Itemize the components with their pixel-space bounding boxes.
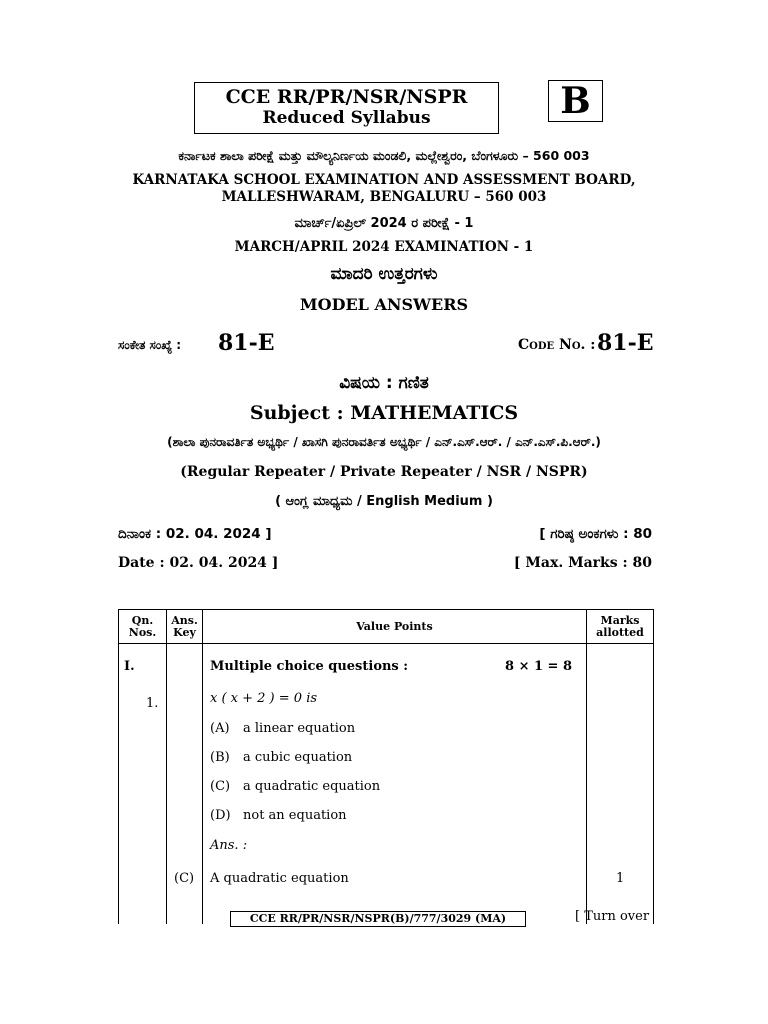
option-c-letter: (C) xyxy=(210,779,231,794)
turn-over: [ Turn over xyxy=(575,909,650,924)
header-qn-nos: Qn. Nos. xyxy=(119,610,167,644)
board-name-english-line2: MALLESHWARAM, BENGALURU – 560 003 xyxy=(221,189,547,205)
answer-label: Ans. : xyxy=(210,838,248,853)
section-marks-scheme: 8 × 1 = 8 xyxy=(505,659,573,674)
answer-key: (C) xyxy=(174,871,195,886)
date-english: Date : 02. 04. 2024 ] xyxy=(118,555,279,571)
question-stem: x ( x + 2 ) = 0 is xyxy=(210,691,318,706)
max-marks-kannada: [ ಗರಿಷ್ಠ ಅಂಕಗಳು : 80 xyxy=(539,526,652,542)
candidate-types-english: (Regular Repeater / Private Repeater / NSR / NSPR) xyxy=(180,464,588,480)
date-kannada: ದಿನಾಂಕ : 02. 04. 2024 ] xyxy=(118,526,272,542)
answers-table xyxy=(118,609,654,924)
code-value-right: 81-E xyxy=(597,330,654,356)
medium-line: ( ಆಂಗ್ಲ ಮಾಧ್ಯಮ / English Medium ) xyxy=(275,494,493,509)
model-answers-kannada: ಮಾದರಿ ಉತ್ತರಗಳು xyxy=(330,264,438,284)
value-points-column xyxy=(203,644,587,925)
option-b-letter: (B) xyxy=(210,750,230,765)
title-box xyxy=(194,82,499,134)
model-answers-english: MODEL ANSWERS xyxy=(299,295,469,314)
footer-code: CCE RR/PR/NSR/NSPR(B)/777/3029 (MA) xyxy=(230,911,526,927)
code-label-kannada: ಸಂಕೇತ ಸಂಖ್ಯೆ : xyxy=(118,338,182,352)
question-number: 1. xyxy=(146,696,159,711)
qn-column xyxy=(119,644,167,925)
section-title: Multiple choice questions : xyxy=(210,659,409,674)
section-number: I. xyxy=(124,659,135,674)
table-row xyxy=(119,644,654,925)
key-column xyxy=(167,644,203,925)
exam-title-kannada: ಮಾರ್ಚ್/ಏಪ್ರಿಲ್ 2024 ರ ಪರೀಕ್ಷೆ - 1 xyxy=(294,216,474,231)
board-name-english-line1: KARNATAKA SCHOOL EXAMINATION AND ASSESSMENT BOARD, xyxy=(132,172,636,188)
answer-text: A quadratic equation xyxy=(210,871,349,886)
option-a-text: a linear equation xyxy=(243,721,356,736)
table-header-row xyxy=(119,610,654,644)
header-ans-key: Ans. Key xyxy=(167,610,203,644)
option-a-letter: (A) xyxy=(210,721,230,736)
title-line2: Reduced Syllabus xyxy=(262,108,431,128)
option-d-letter: (D) xyxy=(210,808,231,823)
subject-kannada: ವಿಷಯ : ಗಣಿತ xyxy=(339,373,429,393)
version-letter-box: B xyxy=(548,80,603,122)
max-marks-english: [ Max. Marks : 80 xyxy=(513,555,652,571)
candidate-types-kannada: (ಶಾಲಾ ಪುನರಾವರ್ತಿತ ಅಭ್ಯರ್ಥಿ / ಖಾಸಗಿ ಪುನರಾವರ್ತಿತ ಅಭ್ಯರ್ಥಿ / ಎನ್.ಎಸ್.ಆರ್. / ಎನ್.ಎಸ್.ಪಿ.ಆರ್.) xyxy=(167,435,601,449)
board-name-kannada: ಕರ್ನಾಟಕ ಶಾಲಾ ಪರೀಕ್ಷೆ ಮತ್ತು ಮೌಲ್ಯನಿರ್ಣಯ ಮಂಡಲಿ, ಮಲ್ಲೇಶ್ವರಂ, ಬೆಂಗಳೂರು – 560 003 xyxy=(178,148,590,163)
code-value-left: 81-E xyxy=(218,330,275,356)
marks-column xyxy=(587,644,654,925)
header-marks-allotted: Marks allotted xyxy=(587,610,654,644)
option-d-text: not an equation xyxy=(243,808,347,823)
answer-marks: 1 xyxy=(616,871,625,886)
header-value-points: Value Points xyxy=(203,610,587,644)
title-line1: CCE RR/PR/NSR/NSPR xyxy=(225,86,468,108)
code-label-english: Code No. : xyxy=(518,337,596,353)
option-b-text: a cubic equation xyxy=(243,750,353,765)
subject-english: Subject : MATHEMATICS xyxy=(249,402,519,424)
option-c-text: a quadratic equation xyxy=(243,779,381,794)
exam-title-english: MARCH/APRIL 2024 EXAMINATION - 1 xyxy=(234,239,534,255)
